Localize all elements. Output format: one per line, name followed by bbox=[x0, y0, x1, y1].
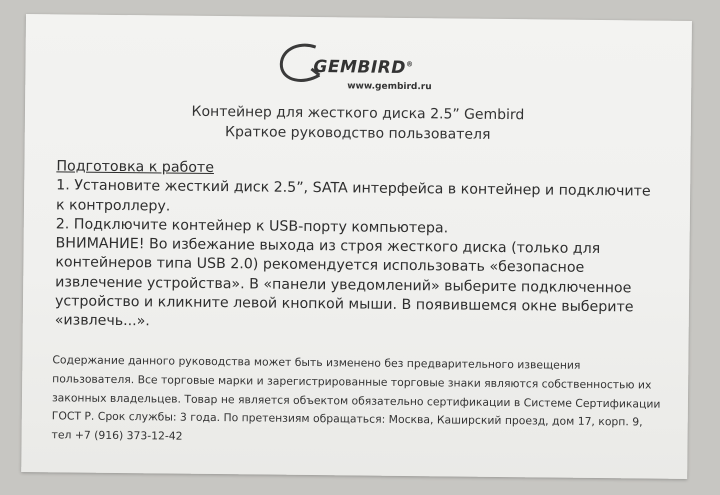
document-subtitle: Краткое руководство пользователя bbox=[225, 124, 491, 143]
instructions-body bbox=[55, 157, 677, 337]
fine-print-line: законных владельцев. Товар не является объектом обязательно сертификации в Системе Сертификации bbox=[51, 390, 661, 411]
body-line: ВНИМАНИЕ! Во избежание выхода из строя жесткого диска (только для bbox=[55, 235, 601, 258]
fine-print-line: тел +7 (916) 373-12-42 bbox=[51, 428, 183, 443]
fine-print-line: ГОСТ Р. Срок службы: 3 года. По претензиям обращаться: Москва, Каширский проезд, дом 17, корп. 9, bbox=[51, 409, 643, 429]
body-line: 2. Подключите контейнер к USB-порту компьютера. bbox=[55, 216, 449, 237]
instruction-sheet bbox=[21, 14, 692, 479]
logo-url: www.gembird.ru bbox=[347, 81, 432, 93]
fine-print-line: пользователя. Все торговые марки и зарегистрированные торговые знаки являются собственностью их bbox=[52, 372, 652, 392]
logo-brand-text: GEMBIRD® bbox=[313, 57, 414, 78]
body-line: устройство и кликните левой кнопкой мыши. В появившемся окне выберите bbox=[54, 293, 634, 316]
body-line: «извлечь...». bbox=[54, 312, 150, 330]
body-line: контейнеров типа USB 2.0) рекомендуется использовать «безопасное bbox=[55, 254, 585, 277]
body-line: 1. Установите жесткий диск 2.5”, SATA интерфейса в контейнер и подключите bbox=[56, 177, 651, 200]
gembird-logo bbox=[275, 39, 446, 101]
document-title: Контейнер для жесткого диска 2.5” Gembird bbox=[191, 103, 525, 124]
section-heading: Подготовка к работе bbox=[56, 158, 215, 176]
fine-print bbox=[51, 351, 682, 452]
fine-print-line: Содержание данного руководства может быть изменено без предварительного извещения bbox=[52, 353, 581, 372]
body-line: к контроллеру. bbox=[55, 196, 171, 215]
body-line: извлечение устройства». В «панели уведомлений» выберите подключенное bbox=[55, 274, 632, 297]
